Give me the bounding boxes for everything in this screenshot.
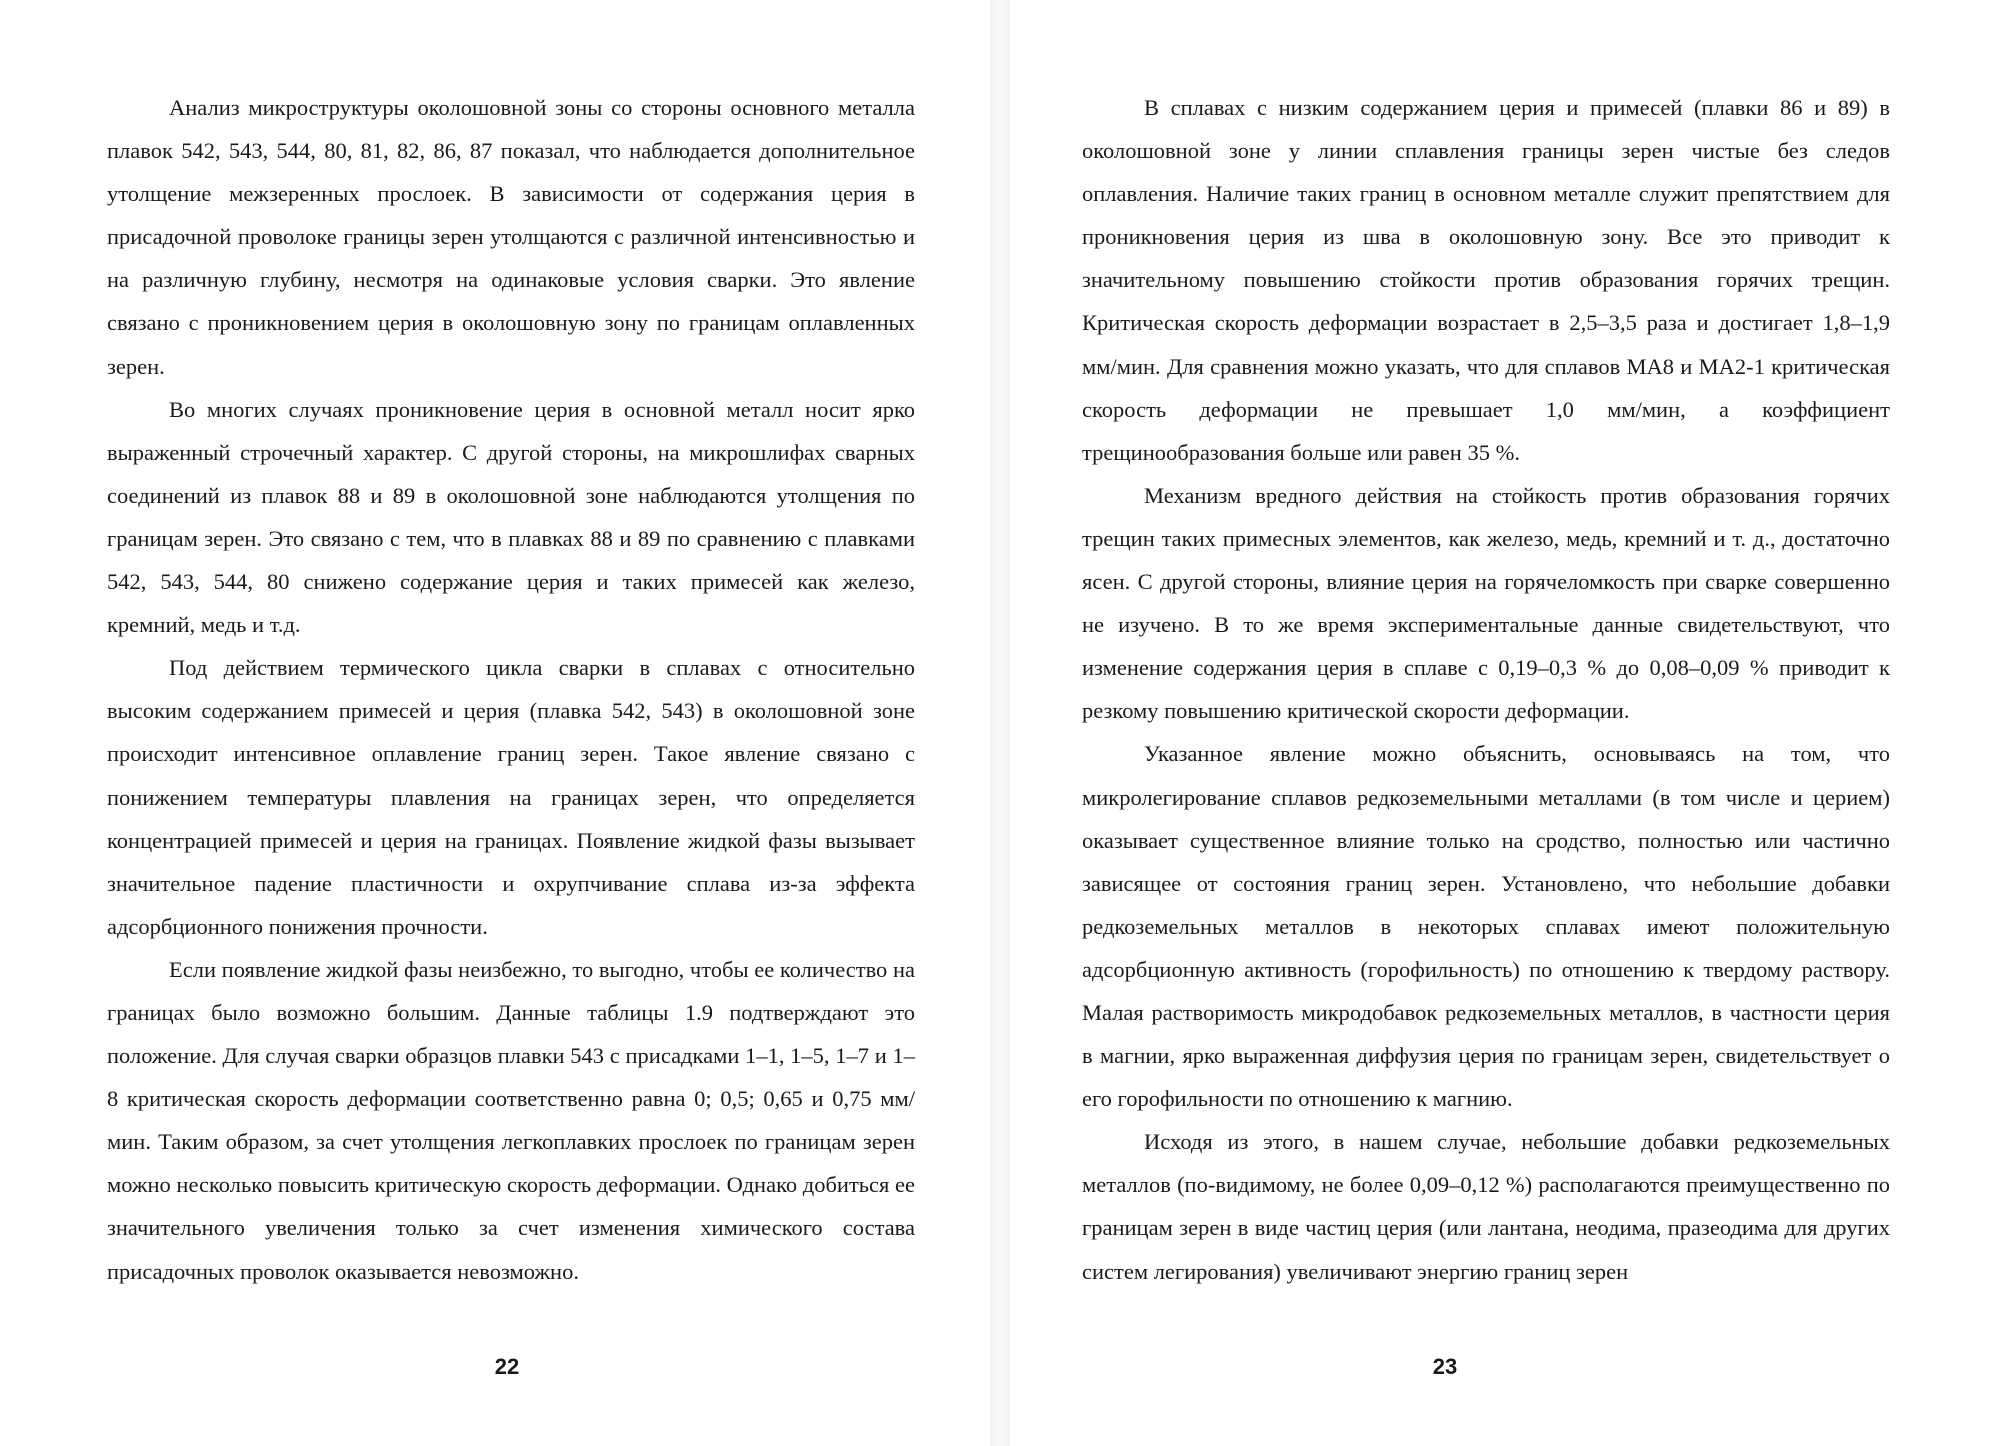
paragraph: Механизм вредного действия на стойкость против образования горячих трещин таких примесных элементов, как железо, медь, кремний и т. д., достаточно ясен. С другой стороны, влияние церия на горячеломкость при сварке совершенно не изучено. В то же время экспериментальные данные свидетельствуют, что изменение содержания церия в сплаве с 0,19–0,3 % до 0,08–0,09 % приводит к резкому повышению критической скорости деформации. xyxy=(1082,482,1890,724)
paragraph: Анализ микроструктуры околошовной зоны со стороны основного металла плавок 542, 543, 544, 80, 81, 82, 86, 87 показал, что наблюдается дополнительное утолщение межзеренных прослоек. В зависимости от содержания церия в присадочной проволоке границы зерен утолщаются с различной интенсивностью и на различную глубину, несмотря на одинаковые условия сварки. Это явление связано с проникновением церия в околошовную зону по границам оплавленных зерен. xyxy=(107,95,915,379)
right-page-text xyxy=(1082,86,1890,1293)
right-page xyxy=(1010,0,2000,1446)
left-page-text xyxy=(107,86,915,1293)
paragraph: Если появление жидкой фазы неизбежно, то выгодно, чтобы ее количество на границах было возможно большим. Данные таблицы 1.9 подтверждают это положение. Для случая сварки образцов плавки 543 с присадками 1–1, 1–5, 1–7 и 1–8 критическая скорость деформации соответственно равна 0; 0,5; 0,65 и 0,75 мм/мин. Таким образом, за счет утолщения легкоплавких прослоек по границам зерен можно несколько повысить критическую скорость деформации. Однако добиться ее значительного увеличения только за счет изменения химического состава присадочных проволок оказывается невозможно. xyxy=(107,956,915,1284)
book-gutter xyxy=(990,0,1010,1446)
left-page xyxy=(0,0,990,1446)
paragraph: Во многих случаях проникновение церия в основной металл носит ярко выраженный строчечный характер. С другой стороны, на микрошлифах сварных соединений из плавок 88 и 89 в околошовной зоне наблюдаются утолщения по границам зерен. Это связано с тем, что в плавках 88 и 89 по сравнению с плавками 542, 543, 544, 80 снижено содержание церия и таких примесей как железо, кремний, медь и т.д. xyxy=(107,396,915,638)
paragraph: В сплавах с низким содержанием церия и примесей (плавки 86 и 89) в околошовной зоне у линии сплавления границы зерен чистые без следов оплавления. Наличие таких границ в основном металле служит препятствием для проникновения церия из шва в околошовную зону. Все это приводит к значительному повышению стойкости против образования горячих трещин. Критическая скорость деформации возрастает в 2,5–3,5 раза и достигает 1,8–1,9 мм/мин. Для сравнения можно указать, что для сплавов МА8 и МА2-1 критическая скорость деформации не превышает 1,0 мм/мин, а коэффициент трещинообразования больше или равен 35 %. xyxy=(1082,95,1890,465)
page-number: 23 xyxy=(1432,1354,1458,1379)
page-number: 22 xyxy=(494,1354,520,1379)
paragraph: Указанное явление можно объяснить, основываясь на том, что микролегирование сплавов редкоземельными металлами (в том числе и церием) оказывает существенное влияние только на сродство, полностью или частично зависящее от состояния границ зерен. Установлено, что небольшие добавки редкоземельных металлов в некоторых сплавах имеют положительную адсорбционную активность (горофильность) по отношению к твердому раствору. Малая растворимость микродобавок редкоземельных металлов, в частности церия в магнии, ярко выраженная диффузия церия по границам зерен, свидетельствует о его горофильности по отношению к магнию. xyxy=(1082,741,1890,1112)
paragraph: Под действием термического цикла сварки в сплавах с относительно высоким содержанием примесей и церия (плавка 542, 543) в околошовной зоне происходит интенсивное оплавление границ зерен. Такое явление связано с понижением температуры плавления на границах зерен, что определяется концентрацией примесей и церия на границах. Появление жидкой фазы вызывает значительное падение пластичности и охрупчивание сплава из-за эффекта адсорбционного понижения прочности. xyxy=(107,655,915,939)
paragraph: Исходя из этого, в нашем случае, небольшие добавки редкоземельных металлов (по-видимому, не более 0,09–0,12 %) располагаются преимущественно по границам зерен в виде частиц церия (или лантана, неодима, празеодима для других систем легирования) увеличивают энергию границ зерен xyxy=(1082,1129,1890,1284)
